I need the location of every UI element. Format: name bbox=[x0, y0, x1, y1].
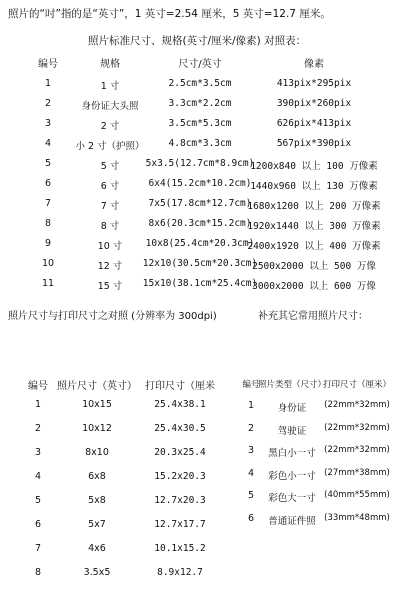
table2-cell-no: 5 bbox=[34, 495, 42, 506]
table1-cell-size: 7x5(17.8cm*12.7cm) bbox=[148, 198, 252, 209]
table3-cell-size: (22mm*32mm) bbox=[324, 423, 390, 433]
table1-cell-no: 6 bbox=[44, 178, 52, 189]
table1-cell-spec: 身份证大头照 bbox=[81, 101, 139, 112]
table1-cell-pixels: 2400x1920 以上 400 万像素 bbox=[247, 241, 381, 252]
table2-cell-no: 6 bbox=[34, 519, 42, 530]
table3-cell-no: 1 bbox=[247, 400, 255, 411]
table1-cell-pixels: 1680x1200 以上 200 万像素 bbox=[247, 201, 381, 212]
table2-cell-photo: 6x8 bbox=[88, 471, 106, 482]
table2-cell-photo: 8x10 bbox=[85, 447, 109, 458]
table3-cell-type: 普通证件照 bbox=[268, 516, 316, 527]
table1-cell-size: 6x4(15.2cm*10.2cm) bbox=[148, 178, 252, 189]
table1-cell-pixels: 1920x1440 以上 300 万像素 bbox=[247, 221, 381, 232]
table3-cell-type: 黑白小一寸 bbox=[268, 448, 316, 459]
table1-cell-no: 4 bbox=[44, 138, 52, 149]
table1-cell-pixels: 413pix*295pix bbox=[276, 78, 352, 89]
table1-cell-no: 10 bbox=[41, 258, 55, 269]
table2-cell-no: 8 bbox=[34, 567, 42, 578]
table3-cell-type: 彩色大一寸 bbox=[268, 493, 316, 504]
table1-cell-no: 1 bbox=[44, 78, 52, 89]
table3-cell-no: 6 bbox=[247, 513, 255, 524]
table1-cell-size: 4.8cm*3.3cm bbox=[168, 138, 232, 149]
table2-cell-print: 10.1x15.2 bbox=[154, 543, 206, 554]
table3-cell-size: (22mm*32mm) bbox=[324, 400, 390, 410]
table3-cell-type: 驾驶证 bbox=[277, 426, 307, 437]
table2-cell-print: 12.7x17.7 bbox=[154, 519, 206, 530]
table1-cell-spec: 15 寸 bbox=[97, 281, 123, 292]
table3-cell-size: (22mm*32mm) bbox=[324, 445, 390, 455]
table1-cell-pixels: 2500x2000 以上 500 万像 bbox=[252, 261, 376, 272]
table3-cell-no: 2 bbox=[247, 423, 255, 434]
table1-cell-pixels: 1440x960 以上 130 万像素 bbox=[250, 181, 378, 192]
table2-cell-photo: 10x12 bbox=[82, 423, 112, 434]
table1-cell-spec: 1 寸 bbox=[100, 81, 120, 92]
table2-cell-print: 25.4x38.1 bbox=[154, 399, 206, 410]
table1-cell-size: 3.5cm*5.3cm bbox=[168, 118, 232, 129]
table1-header-pixels: 像素 bbox=[304, 59, 324, 70]
table2-cell-print: 8.9x12.7 bbox=[157, 567, 203, 578]
table1-cell-spec: 6 寸 bbox=[100, 181, 120, 192]
table1-cell-no: 2 bbox=[44, 98, 52, 109]
table2-header-print: 打印尺寸（厘米 bbox=[145, 381, 215, 392]
table3-cell-type: 身份证 bbox=[277, 403, 307, 414]
table2-cell-print: 25.4x30.5 bbox=[154, 423, 206, 434]
table2-cell-photo: 5x7 bbox=[88, 519, 106, 530]
table3-cell-no: 5 bbox=[247, 490, 255, 501]
table1-cell-no: 8 bbox=[44, 218, 52, 229]
table3-cell-size: (33mm*48mm) bbox=[324, 513, 390, 523]
table1-cell-size: 15x10(38.1cm*25.4cm) bbox=[142, 278, 258, 289]
table1-cell-size: 5x3.5(12.7cm*8.9cm) bbox=[145, 158, 255, 169]
table1-cell-size: 2.5cm*3.5cm bbox=[168, 78, 232, 89]
table1-cell-spec: 7 寸 bbox=[100, 201, 120, 212]
table1-cell-no: 11 bbox=[41, 278, 55, 289]
table1-cell-no: 9 bbox=[44, 238, 52, 249]
table1-header-no: 编号 bbox=[38, 59, 58, 70]
table3-cell-size: (40mm*55mm) bbox=[324, 490, 390, 500]
table2-header-photo: 照片尺寸（英寸） bbox=[57, 381, 137, 392]
table2-cell-photo: 5x8 bbox=[88, 495, 106, 506]
table2-cell-photo: 3.5x5 bbox=[83, 567, 111, 578]
table1-cell-size: 12x10(30.5cm*20.3cm) bbox=[142, 258, 258, 269]
table3-cell-no: 4 bbox=[247, 468, 255, 479]
table2-cell-no: 1 bbox=[34, 399, 42, 410]
table2-cell-photo: 4x6 bbox=[88, 543, 106, 554]
table3-header-no: 编号 bbox=[242, 380, 260, 390]
table2-header-no: 编号 bbox=[28, 381, 48, 392]
table2-cell-no: 7 bbox=[34, 543, 42, 554]
table1-cell-no: 3 bbox=[44, 118, 52, 129]
table1-cell-spec: 小 2 寸（护照） bbox=[75, 141, 145, 152]
table2-cell-no: 3 bbox=[34, 447, 42, 458]
table1-cell-spec: 2 寸 bbox=[100, 121, 120, 132]
supplement-title: 补充其它常用照片尺寸： bbox=[258, 311, 368, 322]
table1-title: 照片标准尺寸、规格(英寸/厘米/像素) 对照表： bbox=[88, 35, 307, 47]
table2-cell-print: 12.7x20.3 bbox=[154, 495, 206, 506]
table1-cell-spec: 8 寸 bbox=[100, 221, 120, 232]
table1-cell-no: 7 bbox=[44, 198, 52, 209]
table1-cell-spec: 5 寸 bbox=[100, 161, 120, 172]
table1-cell-size: 10x8(25.4cm*20.3cm) bbox=[145, 238, 255, 249]
table1-cell-spec: 10 寸 bbox=[97, 241, 123, 252]
table3-header-size: 打印尺寸（厘米） bbox=[322, 380, 392, 390]
table3-cell-type: 彩色小一寸 bbox=[268, 471, 316, 482]
table1-header-size: 尺寸/英寸 bbox=[178, 59, 222, 70]
table2-cell-print: 20.3x25.4 bbox=[154, 447, 206, 458]
table1-cell-pixels: 3000x2000 以上 600 万像 bbox=[252, 281, 376, 292]
intro-text: 照片的“吋”指的是“英寸”，1 英寸=2.54 厘米，5 英寸=12.7 厘米。 bbox=[8, 8, 331, 20]
table1-cell-pixels: 567pix*390pix bbox=[276, 138, 352, 149]
table1-header-spec: 规格 bbox=[100, 59, 120, 70]
table3-header-type: 照片类型（尺寸） bbox=[257, 380, 327, 390]
table1-cell-pixels: 626pix*413pix bbox=[276, 118, 352, 129]
table3-cell-size: (27mm*38mm) bbox=[324, 468, 390, 478]
table1-cell-no: 5 bbox=[44, 158, 52, 169]
table1-cell-pixels: 390pix*260pix bbox=[276, 98, 352, 109]
compare-title: 照片尺寸与打印尺寸之对照 (分辨率为 300dpi) bbox=[8, 311, 217, 322]
table2-cell-no: 2 bbox=[34, 423, 42, 434]
table1-cell-spec: 12 寸 bbox=[97, 261, 123, 272]
table2-cell-no: 4 bbox=[34, 471, 42, 482]
table1-cell-size: 3.3cm*2.2cm bbox=[168, 98, 232, 109]
table3-cell-no: 3 bbox=[247, 445, 255, 456]
table1-cell-pixels: 1200x840 以上 100 万像素 bbox=[250, 161, 378, 172]
table2-cell-photo: 10x15 bbox=[82, 399, 112, 410]
table2-cell-print: 15.2x20.3 bbox=[154, 471, 206, 482]
table1-cell-size: 8x6(20.3cm*15.2cm) bbox=[148, 218, 252, 229]
